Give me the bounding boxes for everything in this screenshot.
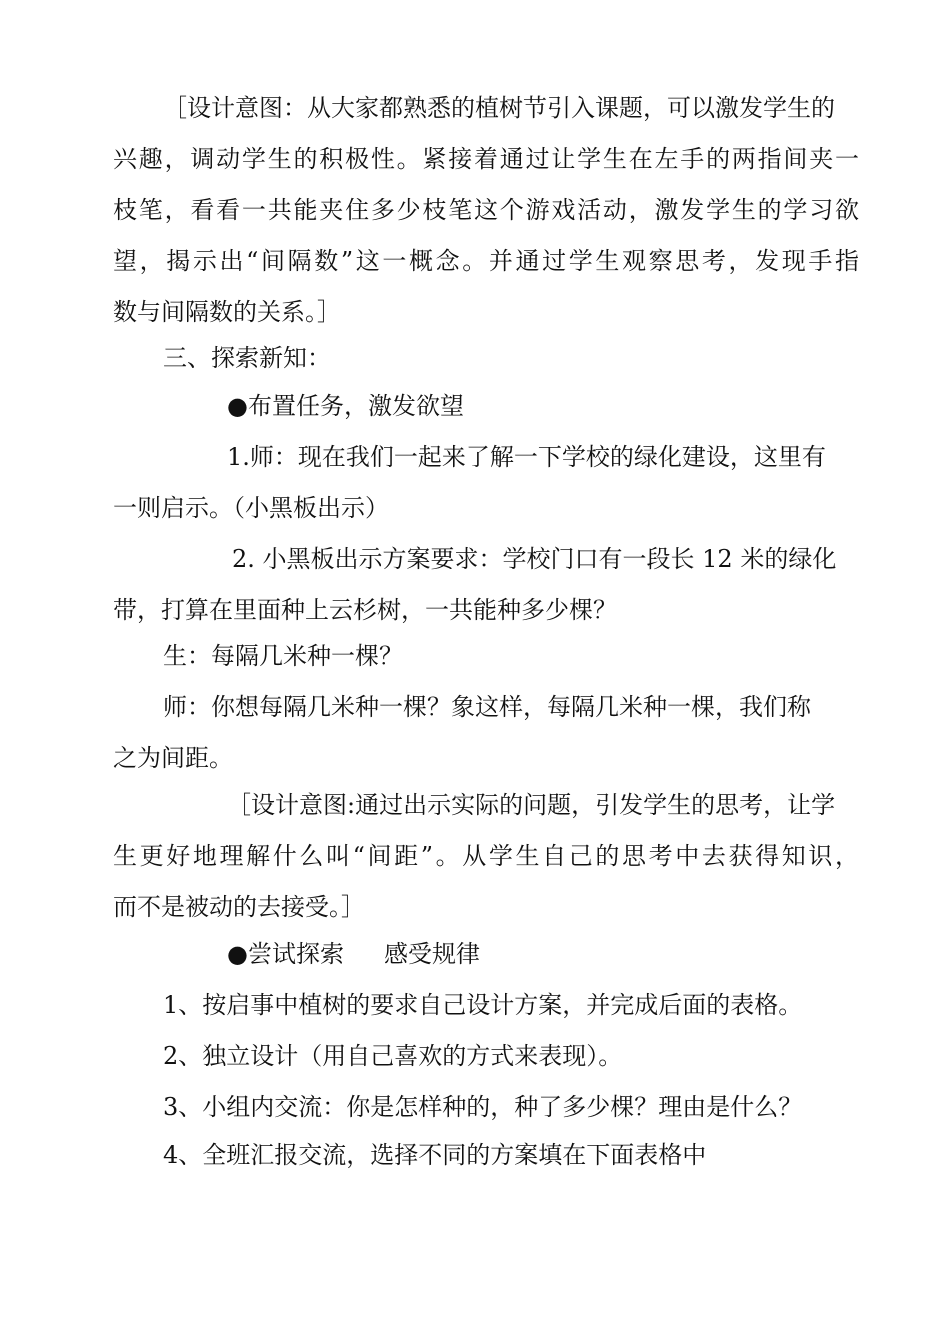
bullet-heading-1 <box>0 388 950 424</box>
design-intent-1-line-2 <box>0 141 950 177</box>
text: 而不是被动的去接受。］ <box>113 893 365 921</box>
section-heading <box>0 340 950 376</box>
text: 1.师：现在我们一起来了解一下学校的绿化建设，这里有 <box>227 443 826 471</box>
step-2 <box>0 1038 950 1074</box>
step-text: 1、按启事中植树的要求自己设计方案，并完成后面的表格。 <box>163 991 803 1019</box>
teacher-answer-line-1 <box>0 689 950 725</box>
item-2-line-2 <box>0 592 950 628</box>
bullet-heading-part-1: ●尝试探索 <box>227 940 344 968</box>
design-intent-1-line-3 <box>0 192 950 228</box>
text: 生：每隔几米种一棵？ <box>163 642 403 670</box>
bullet-heading-text: ●布置任务，激发欲望 <box>227 392 464 420</box>
text: 师：你想每隔几米种一棵？象这样，每隔几米种一棵，我们称 <box>163 693 811 721</box>
item-1-line-2 <box>0 490 950 526</box>
text: 带，打算在里面种上云杉树，一共能种多少棵？ <box>113 596 617 624</box>
text: 数与间隔数的关系。］ <box>113 298 341 326</box>
step-text: 4、全班汇报交流，选择不同的方案填在下面表格中 <box>163 1141 707 1169</box>
step-3 <box>0 1089 950 1125</box>
text: ［设计意图:通过出示实际的问题，引发学生的思考，让学 <box>227 791 836 819</box>
student-question <box>0 638 950 674</box>
teacher-answer-line-2 <box>0 740 950 776</box>
step-4 <box>0 1137 950 1173</box>
text: 之为间距。 <box>113 744 233 772</box>
text: ［设计意图：从大家都熟悉的植树节引入课题，可以激发学生的 <box>163 94 835 122</box>
design-intent-2-line-2 <box>0 838 950 874</box>
text: 枝笔，看看一共能夹住多少枝笔这个游戏活动，激发学生的学习欲 <box>113 196 859 224</box>
step-text: 2、独立设计（用自己喜欢的方式来表现）。 <box>163 1042 623 1070</box>
step-1 <box>0 987 950 1023</box>
text: 生更好地理解什么叫“间距”。从学生自己的思考中去获得知识， <box>113 842 859 870</box>
step-text: 3、小组内交流：你是怎样种的，种了多少棵？理由是什么？ <box>163 1093 803 1121</box>
text: 2. 小黑板出示方案要求：学校门口有一段长 12 米的绿化 <box>232 545 837 573</box>
item-1-line-1 <box>0 439 950 475</box>
text: 望，揭示出“间隔数”这一概念。并通过学生观察思考，发现手指 <box>113 247 859 275</box>
design-intent-2-line-3 <box>0 889 950 925</box>
text: 一则启示。（小黑板出示） <box>113 494 389 522</box>
section-heading-text: 三、探索新知： <box>163 344 331 372</box>
text: 兴趣，调动学生的积极性。紧接着通过让学生在左手的两指间夹一 <box>113 145 859 173</box>
bullet-heading-part-2: 感受规律 <box>383 940 480 968</box>
design-intent-1-line-1 <box>0 90 950 126</box>
design-intent-1-line-4 <box>0 243 950 279</box>
item-2-line-1 <box>0 541 950 577</box>
design-intent-2-line-1 <box>0 787 950 823</box>
bullet-heading-2 <box>0 936 950 972</box>
design-intent-1-line-5 <box>0 294 950 330</box>
